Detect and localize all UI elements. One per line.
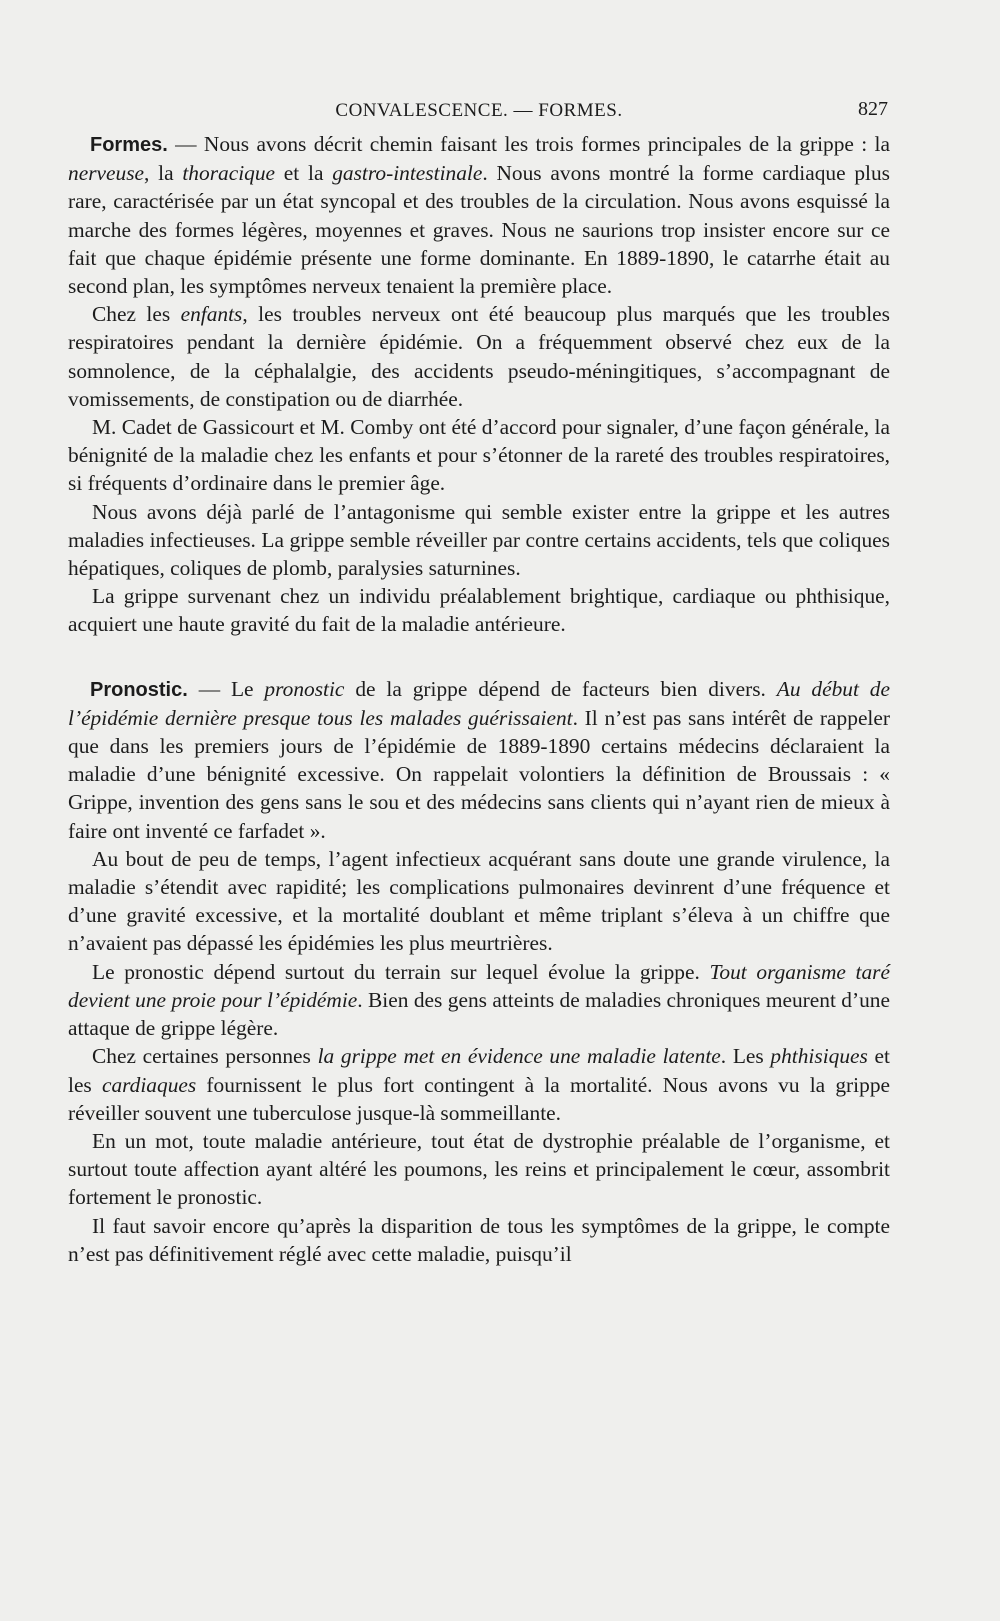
pronostic-paragraph-2: Au bout de peu de temps, l’agent infectieux acquérant sans doute une grande virulence, la maladie s’étendit avec rapidité; les complications pulmonaires devinrent d’une fréquence et d’une gravité excessive, et la mortalité doublant et même triplant s’éleva à un chiffre que n’avaient pas dépassé les épidémies les plus meurtrières.	[68, 846, 890, 956]
text-span: et les	[68, 1044, 890, 1097]
pronostic-paragraph-3	[68, 958, 890, 1043]
formes-paragraph-5: La grippe survenant chez un individu préalablement brightique, cardiaque ou phthisique, acquiert une haute gravité du fait de la maladie antérieure.	[68, 584, 890, 637]
page-header	[70, 98, 888, 128]
text-span: . Les	[720, 1044, 771, 1069]
running-title: CONVALESCENCE. — FORMES.	[335, 100, 623, 121]
pronostic-paragraph-5: En un mot, toute maladie antérieure, tout état de dystrophie préalable de l’organisme, et surtout toute affection ayant altéré les poumons, les reins et principalement le cœur, assombrit fortement le pronostic.	[68, 1128, 890, 1210]
pronostic-paragraph-6: Il faut savoir encore qu’après la disparition de tous les symptômes de la grippe, le compte n’est pas définitivement réglé avec cette maladie, puisqu’il	[68, 1213, 890, 1266]
italic-span: gastro-intestinale	[332, 161, 483, 186]
text-span: , les troubles nerveux ont été beaucoup plus marqués que les troubles respiratoires pendant la dernière épidémie. On a fréquemment observé chez eux de la somnolence, de la céphalalgie, des accidents pseudo-méningitiques, s’accompagnant de vomissements, de constipation ou de diarrhée.	[68, 302, 890, 411]
text-span: , la	[144, 161, 183, 186]
italic-span: thoracique	[182, 161, 276, 186]
pronostic-paragraph-1	[68, 675, 890, 845]
italic-span: phthisiques	[770, 1044, 868, 1069]
italic-span: pronostic	[264, 676, 345, 701]
italic-span: la grippe met en évidence une maladie latente	[317, 1044, 721, 1069]
italic-span: cardiaques	[101, 1072, 197, 1097]
text-body	[68, 130, 890, 1268]
text-span: fournissent le plus fort contingent à la mortalité. Nous avons vu la grippe réveiller souvent une tuberculose jusque-là sommeillante.	[68, 1072, 891, 1125]
formes-paragraph-3: M. Cadet de Gassicourt et M. Comby ont été d’accord pour signaler, d’une façon générale, la bénignité de la maladie chez les enfants et pour s’étonner de la rareté des troubles respiratoires, si fréquents d’ordinaire dans le premier âge.	[68, 415, 890, 496]
text-span: Chez certaines personnes	[92, 1044, 318, 1069]
text-span: de la grippe dépend de facteurs bien divers.	[344, 676, 777, 701]
text-span: — Nous avons décrit chemin faisant les trois formes principales de la grippe : la	[175, 132, 890, 156]
text-span: Chez les	[92, 302, 181, 327]
text-span: . Bien des gens atteints de maladies chroniques meurent d’une attaque de grippe légère.	[68, 987, 891, 1041]
text-span: et la	[275, 161, 333, 186]
page-number: 827	[858, 98, 888, 120]
section-heading-formes: Formes.	[90, 134, 168, 156]
italic-span: Au début de l’épidémie dernière presque tous les malades guérissaient	[68, 676, 890, 730]
text-span: — Le	[198, 676, 265, 701]
pronostic-paragraph-4	[68, 1042, 890, 1127]
section-heading-pronostic: Pronostic.	[90, 678, 188, 701]
italic-span: Tout organisme taré devient une proie pour l’épidémie	[68, 959, 890, 1012]
text-span: . Il n’est pas sans intérêt de rappeler que dans les premiers jours de l’épidémie de 1889-1890 certains médecins déclaraient la maladie d’une bénignité excessive. On rappelait volontiers la définition de Broussais : « Grippe, invention des gens sans le sou et des médecins sans clients qui n’ayant rien de mieux à faire ont inventé ce farfadet ».	[68, 705, 890, 843]
italic-span: enfants	[180, 302, 243, 327]
formes-paragraph-1	[68, 130, 890, 300]
text-span: Le pronostic dépend surtout du terrain sur lequel évolue la grippe.	[92, 959, 710, 984]
section-gap	[68, 639, 890, 675]
text-span: . Nous avons montré la forme cardiaque plus rare, caractérisée par un état syncopal et des troubles de la circulation. Nous avons esquissé la marche des formes légères, moyennes et graves. Nous ne saurions trop insister encore sur ce fait que chaque épidémie présente une forme dominante. En 1889-1890, le catarrhe était au second plan, les symptômes nerveux tenaient la première place.	[68, 161, 890, 299]
formes-paragraph-4: Nous avons déjà parlé de l’antagonisme qui semble exister entre la grippe et les autres maladies infectieuses. La grippe semble réveiller par contre certains accidents, tels que coliques hépatiques, coliques de plomb, paralysies saturnines.	[68, 499, 890, 581]
italic-span: nerveuse	[68, 161, 145, 186]
formes-paragraph-2	[68, 300, 890, 413]
